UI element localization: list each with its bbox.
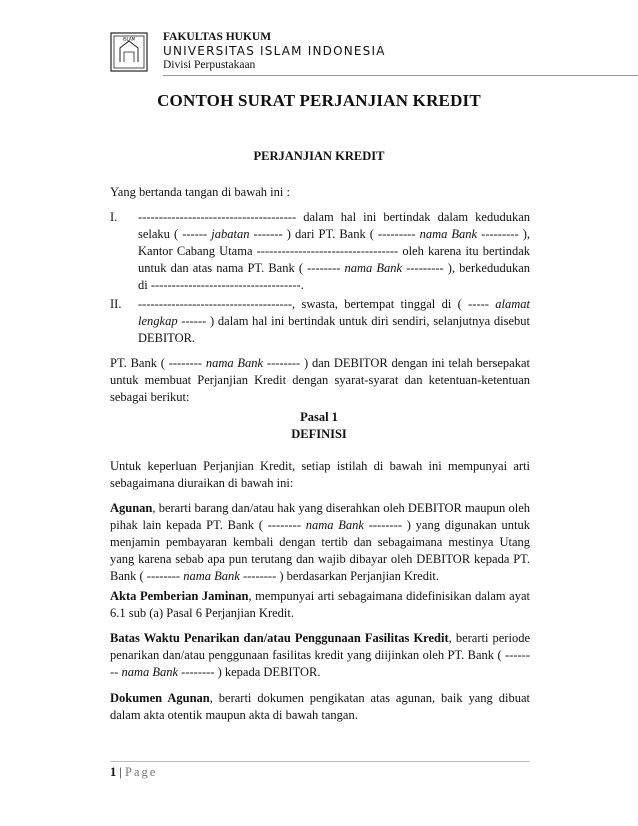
letterhead [110,30,530,78]
definition-batas-waktu: Batas Waktu Penarikan dan/atau Penggunaan Fasilitas Kredit, berarti periode penarikan dan/atau penggunaan fasilitas kredit yang diijinkan oleh PT. Bank ( -------- nama Bank -------- ) kepada DEBITOR. [110,631,530,679]
definition-dokumen-agunan: Dokumen Agunan, berarti dokumen pengikatan atas agunan, baik yang dibuat dalam akta otentik maupun akta di bawah tangan. [110,691,530,722]
division-name: Divisi Perpustakaan [163,59,256,71]
footer-divider [110,761,530,762]
document-title: CONTOH SURAT PERJANJIAN KREDIT [157,91,481,110]
university-name: UNIVERSITAS ISLAM INDONESIA [163,44,386,58]
svg-text:ISLAM: ISLAM [122,36,136,42]
article-name: DEFINISI [291,427,347,441]
article-number: Pasal 1 [300,410,338,424]
item-text: -------------------------------------- dalam hal ini bertindak dalam kedudukan selaku ( ------ jabatan ------- ) dari PT. Bank ( --------- nama Bank --------- ), Kantor Cabang Utama ---------------------------------- oleh karena itu bertindak untuk dan atas nama PT. Bank ( -------- nama Bank --------- ), berkedudukan di ------------------------------------. [138,210,530,292]
intro-paragraph: Yang bertanda tangan di bawah ini : [110,185,290,199]
definition-agunan: Agunan, berarti barang dan/atau hak yang diserahkan oleh DEBITOR maupun oleh pihak lain kepada PT. Bank ( -------- nama Bank -------- ) yang digunakan untuk menjamin pembayaran kembali dengan tertib dan sebagaimana mestinya Utang yang karena sebab apa pun terutang dan wajib dibayar oleh DEBITOR kepada PT. Bank ( -------- nama Bank -------- ) berdasarkan Perjanjian Kredit. [110,501,531,583]
agreement-paragraph: PT. Bank ( -------- nama Bank -------- ) dan DEBITOR dengan ini telah bersepakat untuk membuat Perjanjian Kredit dengan syarat-syarat dan ketentuan-ketentuan sebagai berikut: [110,356,530,404]
page-label: Page [125,765,158,779]
item-number: II. [110,297,122,311]
page-number: 1 [110,765,117,779]
document-subtitle: PERJANJIAN KREDIT [253,149,385,163]
article-heading [0,409,638,443]
definition-akta: Akta Pemberian Jaminan, mempunyai arti sebagaimana didefinisikan dalam ayat 6.1 sub (a) Pasal 6 Perjanjian Kredit. [110,589,531,620]
header-divider [163,75,638,76]
page-footer: 1 | Page [110,765,158,779]
item-number: I. [110,210,118,224]
item-text: -------------------------------------, swasta, bertempat tinggal di ( ----- alamat lengkap ------ ) dalam hal ini bertindak untuk diri sendiri, selanjutnya disebut DEBITOR. [138,297,530,345]
university-logo [110,32,148,72]
definitions-intro: Untuk keperluan Perjanjian Kredit, setiap istilah di bawah ini mempunyai arti sebagaimana diuraikan di bawah ini: [110,459,530,490]
faculty-name: FAKULTAS HUKUM [163,31,272,43]
